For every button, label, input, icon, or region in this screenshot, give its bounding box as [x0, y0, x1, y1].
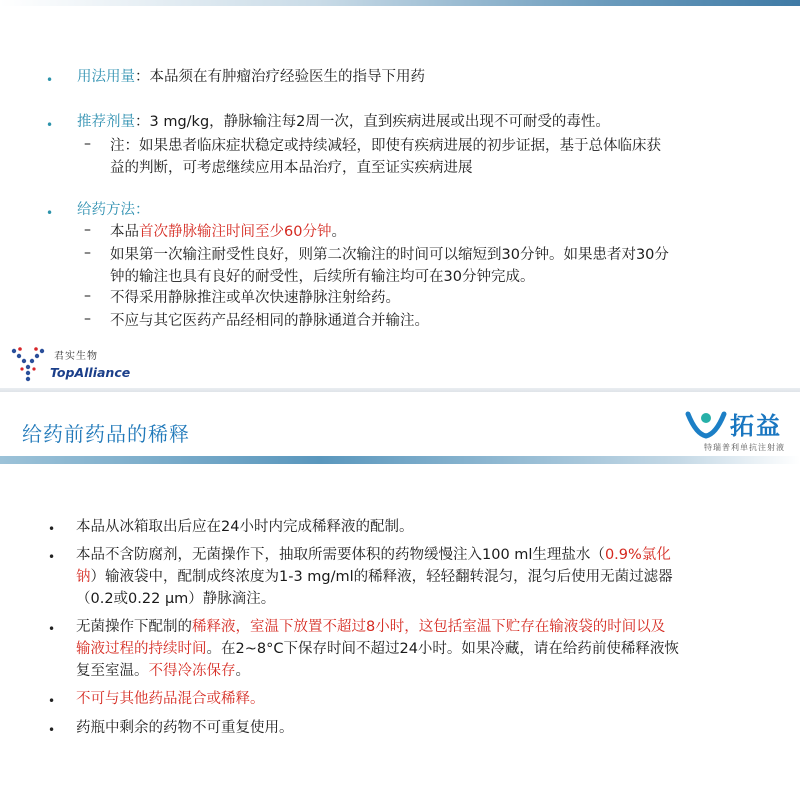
tuoyi-logo-text: 拓益	[730, 412, 782, 440]
dash-icon: –	[84, 136, 91, 152]
method-item-1-pre: 本品	[110, 224, 139, 240]
method-item-2-line1: 如果第一次输注耐受性良好，则第二次输注的时间可以缩短到30分钟。如果患者对30分	[110, 247, 669, 263]
slide-usage-dosage	[0, 0, 800, 392]
bullet-icon: •	[48, 622, 56, 636]
dilution-bullet-2-line2	[76, 566, 673, 588]
text-segment: 本品不含防腐剂，无菌操作下，抽取所需要体积的药物缓慢注入100 ml生理盐水（	[76, 547, 605, 563]
bullet-icon: •	[48, 694, 56, 708]
dash-icon: –	[84, 288, 91, 304]
dilution-bullet-1: 本品从冰箱取出后应在24小时内完成稀释液的配制。	[76, 519, 414, 535]
antibody-icon	[10, 347, 46, 387]
logo-cn-text: 君实生物	[54, 351, 98, 362]
text-segment: 。在2~8°C下保存时间不超过24小时。如果冷藏，请在给药前使稀释液恢	[206, 641, 679, 657]
bullet-icon: •	[46, 73, 54, 87]
usage-text: ：本品须在有肿瘤治疗经验医生的指导下用药	[135, 69, 425, 85]
highlight-segment: 输液过程的持续时间	[76, 641, 207, 657]
highlight-segment: 稀释液，室温下放置不超过8小时，这包括室温下贮存在输液袋的时间以及	[192, 619, 666, 635]
bullet-icon: •	[48, 550, 56, 564]
highlight-segment: 不得冷冻保存	[148, 663, 236, 679]
topalliance-logo	[10, 345, 130, 387]
method-item-1	[110, 221, 346, 243]
dilution-bullet-2-line3: （0.2或0.22 μm）静脉滴注。	[76, 591, 276, 607]
method-label: 给药方法：	[77, 202, 150, 218]
highlight-segment: 0.9%氯化	[604, 547, 671, 563]
highlight-segment: 钠	[76, 569, 91, 585]
method-item-1-highlight: 首次静脉输注时间至少60分钟	[139, 224, 332, 240]
method-item-3: 不得采用静脉推注或单次快速静脉注射给药。	[110, 290, 400, 306]
tuoyi-logo-subtitle: 特瑞普利单抗注射液	[704, 443, 785, 452]
dilution-bullet-4: 不可与其他药品混合或稀释。	[76, 691, 265, 707]
dash-icon: –	[84, 222, 91, 238]
dilution-bullet-2-line1	[76, 544, 671, 566]
dilution-bullet-3-line2	[76, 638, 679, 660]
dose-line	[77, 111, 610, 133]
bullet-icon: •	[46, 206, 54, 220]
method-item-4: 不应与其它医药产品经相同的静脉通道合并输注。	[110, 313, 429, 329]
page-title: 给药前药品的稀释	[22, 422, 190, 446]
text-segment: 无菌操作下配制的	[76, 619, 192, 635]
usage-line	[77, 66, 425, 88]
text-segment: 。	[235, 663, 250, 679]
top-accent-strip	[0, 0, 800, 6]
tuoyi-emblem-icon	[684, 408, 728, 442]
slide-dilution	[0, 392, 800, 795]
dose-note-line2: 益的判断，可考虑继续应用本品治疗，直至证实疾病进展	[110, 160, 473, 176]
title-underline	[0, 456, 800, 464]
method-item-1-post: 。	[331, 224, 346, 240]
text-segment: 复至室温。	[76, 663, 149, 679]
dash-icon: –	[84, 311, 91, 327]
dash-icon: –	[84, 245, 91, 261]
dose-note-line1: 注：如果患者临床症状稳定或持续减轻，即使有疾病进展的初步证据，基于总体临床获	[110, 138, 661, 154]
tuoyi-logo	[684, 404, 794, 456]
bullet-icon: •	[48, 723, 56, 737]
method-item-2-line2: 钟的输注也具有良好的耐受性，后续所有输注均可在30分钟完成。	[110, 269, 535, 285]
bullet-icon: •	[46, 118, 54, 132]
dilution-bullet-3-line1	[76, 616, 665, 638]
logo-en-text: TopAlliance	[50, 365, 131, 380]
bullet-icon: •	[48, 522, 56, 536]
dose-label: 推荐剂量	[77, 114, 135, 130]
usage-label: 用法用量	[77, 69, 135, 85]
dilution-bullet-5: 药瓶中剩余的药物不可重复使用。	[76, 720, 294, 736]
text-segment: ）输液袋中，配制成终浓度为1-3 mg/ml的稀释液，轻轻翻转混匀，混匀后使用无菌过滤器	[90, 569, 673, 585]
dilution-bullet-3-line3	[76, 660, 250, 682]
dose-text: ：3 mg/kg，静脉输注每2周一次，直到疾病进展或出现不可耐受的毒性。	[135, 114, 610, 130]
